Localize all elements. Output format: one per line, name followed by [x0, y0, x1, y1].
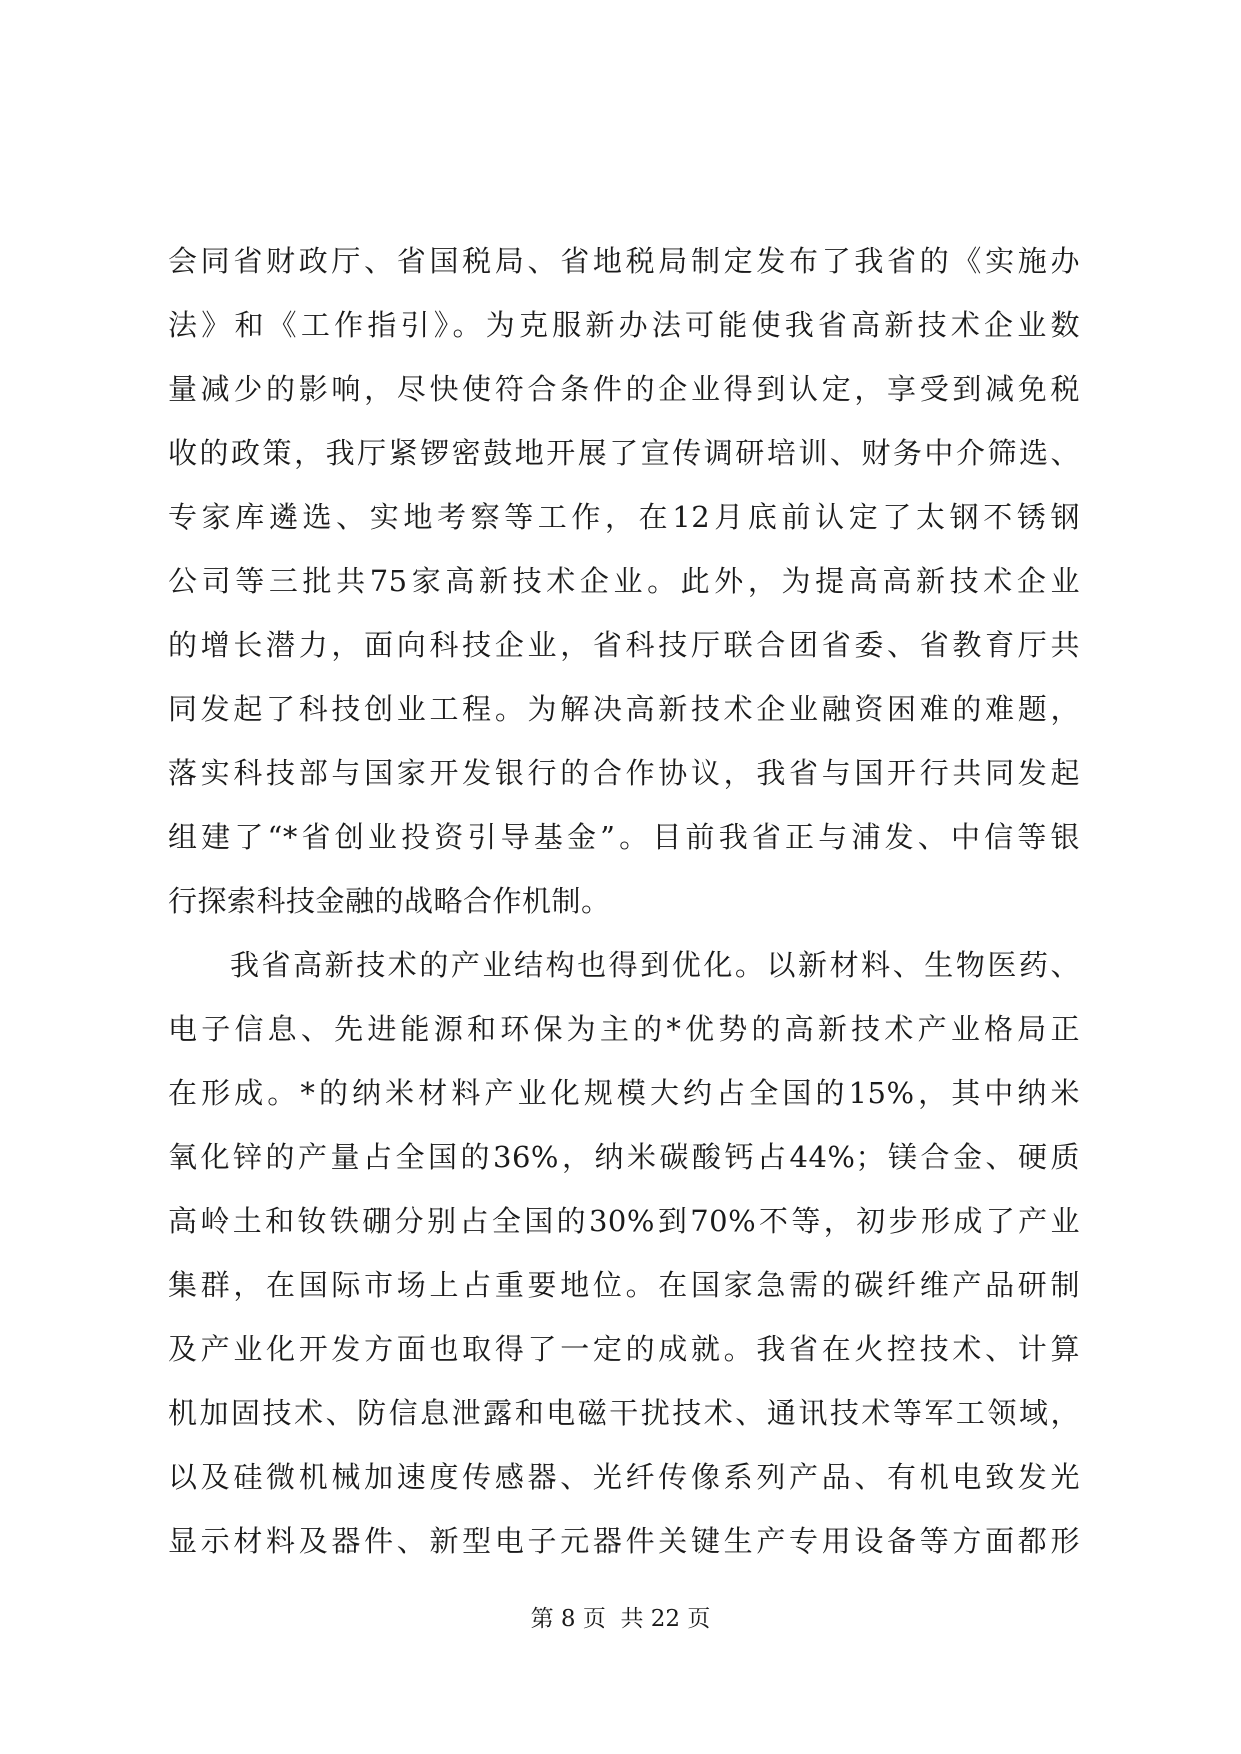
paragraph-1-line: 专家库遴选、实地考察等工作，在12月底前认定了太钢不锈钢 [168, 500, 1080, 534]
paragraph-2-line: 机加固技术、防信息泄露和电磁干扰技术、通讯技术等军工领域， [168, 1396, 1080, 1430]
paragraph-1-line: 法》和《工作指引》。为克服新办法可能使我省高新技术企业数 [168, 308, 1080, 342]
paragraph-1-line: 组建了“*省创业投资引导基金”。目前我省正与浦发、中信等银 [168, 820, 1080, 854]
paragraph-2-line: 显示材料及器件、新型电子元器件关键生产专用设备等方面都形 [168, 1524, 1080, 1558]
paragraph-1-line: 同发起了科技创业工程。为解决高新技术企业融资困难的难题， [168, 692, 1080, 726]
paragraph-1-line: 收的政策，我厅紧锣密鼓地开展了宣传调研培训、财务中介筛选、 [168, 436, 1080, 470]
paragraph-2-line: 及产业化开发方面也取得了一定的成就。我省在火控技术、计算 [168, 1332, 1080, 1366]
paragraph-2-line: 集群，在国际市场上占重要地位。在国家急需的碳纤维产品研制 [168, 1268, 1080, 1302]
page-footer [0, 1604, 1241, 1634]
paragraph-2-line: 电子信息、先进能源和环保为主的*优势的高新技术产业格局正 [168, 1012, 1080, 1046]
paragraph-2-line: 以及硅微机械加速度传感器、光纤传像系列产品、有机电致发光 [168, 1460, 1080, 1494]
page-number-label: 第 8 页 共 22 页 [530, 1606, 711, 1632]
paragraph-2-line: 高岭土和钕铁硼分别占全国的30%到70%不等，初步形成了产业 [168, 1204, 1080, 1238]
paragraph-2-line: 氧化锌的产量占全国的36%，纳米碳酸钙占44%；镁合金、硬质 [168, 1140, 1080, 1174]
body-text [168, 229, 1080, 1573]
paragraph-2-line: 在形成。*的纳米材料产业化规模大约占全国的15%，其中纳米 [168, 1076, 1080, 1110]
paragraph-1-line: 公司等三批共75家高新技术企业。此外，为提高高新技术企业 [168, 564, 1080, 598]
paragraph-2-first-line: 我省高新技术的产业结构也得到优化。以新材料、生物医药、 [230, 948, 1080, 982]
paragraph-1-line: 会同省财政厅、省国税局、省地税局制定发布了我省的《实施办 [168, 244, 1080, 278]
paragraph-1-line: 量减少的影响，尽快使符合条件的企业得到认定，享受到减免税 [168, 372, 1080, 406]
paragraph-1-line: 落实科技部与国家开发银行的合作协议，我省与国开行共同发起 [168, 756, 1080, 790]
paragraph-1-last-line: 行探索科技金融的战略合作机制。 [168, 884, 611, 918]
paragraph-1-line: 的增长潜力，面向科技企业，省科技厅联合团省委、省教育厅共 [168, 628, 1080, 662]
